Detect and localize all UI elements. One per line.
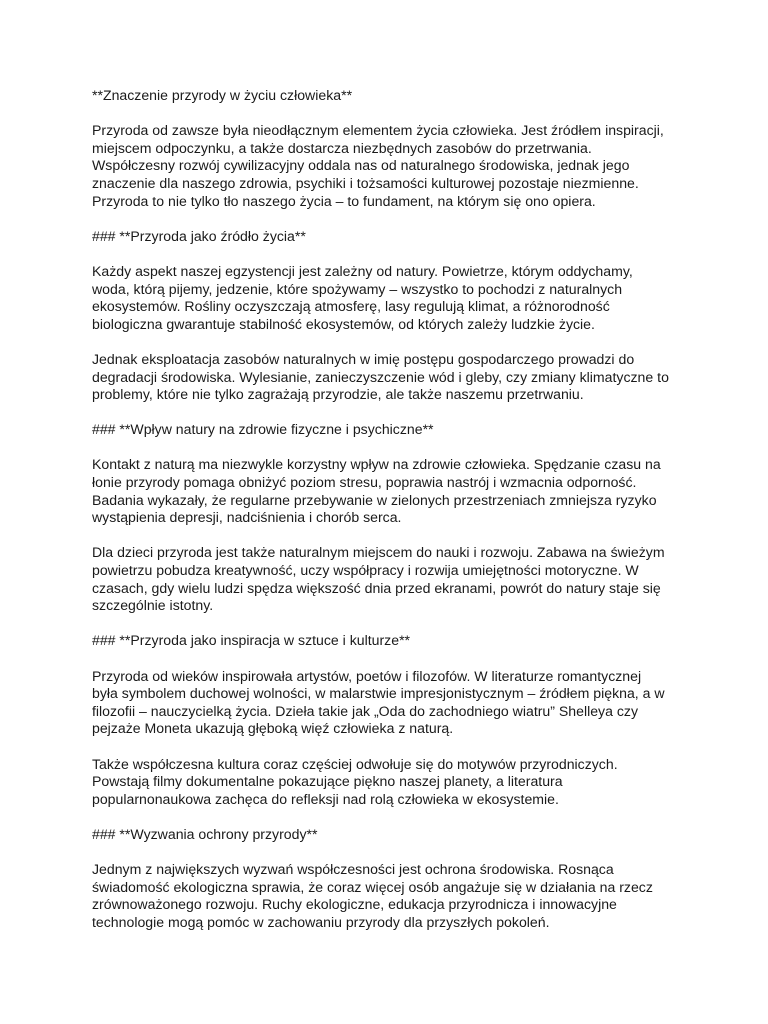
- text-line: degradacji środowiska. Wylesianie, zanieczyszczenie wód i gleby, czy zmiany klimatyczne to: [92, 368, 669, 385]
- paragraph: [92, 456, 692, 526]
- text-line: Przyroda to nie tylko tło naszego życia – to fundament, na którym się ono opiera.: [92, 192, 596, 209]
- text-line: Jednym z największych wyzwań współczesności jest ochrona środowiska. Rosnąca: [92, 861, 614, 878]
- paragraph: [92, 263, 692, 333]
- section-heading: [92, 87, 692, 105]
- text-line: Współczesny rozwój cywilizacyjny oddala nas od naturalnego środowiska, jednak jego: [92, 157, 630, 174]
- document-page: [92, 87, 692, 949]
- text-line: Powstają filmy dokumentalne pokazujące piękno naszej planety, a literatura: [92, 773, 563, 790]
- text-line: Także współczesna kultura coraz częściej odwołuje się do motywów przyrodniczych.: [92, 755, 618, 772]
- text-line: znaczenie dla naszego zdrowia, psychiki i tożsamości kulturowej pozostaje niezmienne.: [92, 174, 639, 191]
- text-line: Przyroda od wieków inspirowała artystów, poetów i filozofów. W literaturze romantycznej: [92, 667, 642, 684]
- text-line: problemy, które nie tylko zagrażają przyrodzie, ale także naszemu przetrwaniu.: [92, 386, 584, 403]
- text-line: Jednak eksploatacja zasobów naturalnych w imię postępu gospodarczego prowadzi do: [92, 350, 635, 367]
- text-line: technologie mogą pomóc w zachowaniu przyrody dla przyszłych pokoleń.: [92, 913, 550, 930]
- text-line: była symbolem duchowej wolności, w malarstwie impresjonistycznym – źródłem piękna, a w: [92, 685, 665, 702]
- section-heading: [92, 826, 692, 844]
- text-line: świadomość ekologiczna sprawia, że coraz więcej osób angażuje się w działania na rzecz: [92, 878, 653, 895]
- text-line: wystąpienia depresji, nadciśnienia i chorób serca.: [92, 509, 402, 526]
- text-line: woda, którą pijemy, jedzenie, które spożywamy – wszystko to pochodzi z naturalnych: [92, 280, 623, 297]
- section-heading: [92, 632, 692, 650]
- paragraph: [92, 756, 692, 809]
- text-line: Badania wykazały, że regularne przebywanie w zielonych przestrzeniach zmniejsza ryzyko: [92, 491, 657, 508]
- text-line: Przyroda od zawsze była nieodłącznym elementem życia człowieka. Jest źródłem inspiracji,: [92, 122, 664, 139]
- text-line: Dla dzieci przyroda jest także naturalnym miejscem do nauki i rozwoju. Zabawa na świeżym: [92, 544, 665, 561]
- text-line: ### **Przyroda jako inspiracja w sztuce i kulturze**: [92, 632, 411, 649]
- paragraph: [92, 351, 692, 404]
- text-line: czasach, gdy wielu ludzi spędza większość dnia przed ekranami, powrót do natury staje się: [92, 579, 661, 596]
- section-heading: [92, 228, 692, 246]
- text-line: biologiczna gwarantuje stabilność ekosystemów, od których zależy ludzkie życie.: [92, 315, 595, 332]
- paragraph: [92, 544, 692, 614]
- text-line: powietrzu pobudza kreatywność, uczy współpracy i rozwija umiejętności motoryczne. W: [92, 562, 639, 579]
- text-line: popularnonaukowa zachęca do refleksji nad rolą człowieka w ekosystemie.: [92, 790, 559, 807]
- text-line: ### **Wpływ natury na zdrowie fizyczne i psychiczne**: [92, 421, 434, 438]
- text-line: miejscem odpoczynku, a także dostarcza niezbędnych zasobów do przetrwania.: [92, 139, 592, 156]
- text-line: ekosystemów. Rośliny oczyszczają atmosferę, lasy regulują klimat, a różnorodność: [92, 298, 610, 315]
- text-line: filozofii – nauczycielką życia. Dzieła takie jak „Oda do zachodniego wiatru” Shelleya czy: [92, 702, 639, 719]
- text-line: **Znaczenie przyrody w życiu człowieka**: [92, 87, 353, 103]
- text-line: łonie przyrody pomaga obniżyć poziom stresu, poprawia nastrój i wzmacnia odporność.: [92, 474, 637, 491]
- paragraph: [92, 122, 692, 210]
- text-line: zrównoważonego rozwoju. Ruchy ekologiczne, edukacja przyrodnicza i innowacyjne: [92, 896, 617, 913]
- paragraph: [92, 861, 692, 931]
- text-line: Kontakt z naturą ma niezwykle korzystny wpływ na zdrowie człowieka. Spędzanie czasu na: [92, 456, 661, 473]
- paragraph: [92, 668, 692, 738]
- section-heading: [92, 421, 692, 439]
- text-line: ### **Przyroda jako źródło życia**: [92, 227, 306, 244]
- text-line: szczególnie istotny.: [92, 597, 214, 614]
- text-line: pejzaże Moneta ukazują głęboką więź człowieka z naturą.: [92, 720, 454, 737]
- text-line: Każdy aspekt naszej egzystencji jest zależny od natury. Powietrze, którym oddychamy,: [92, 262, 633, 279]
- text-line: ### **Wyzwania ochrony przyrody**: [92, 825, 318, 842]
